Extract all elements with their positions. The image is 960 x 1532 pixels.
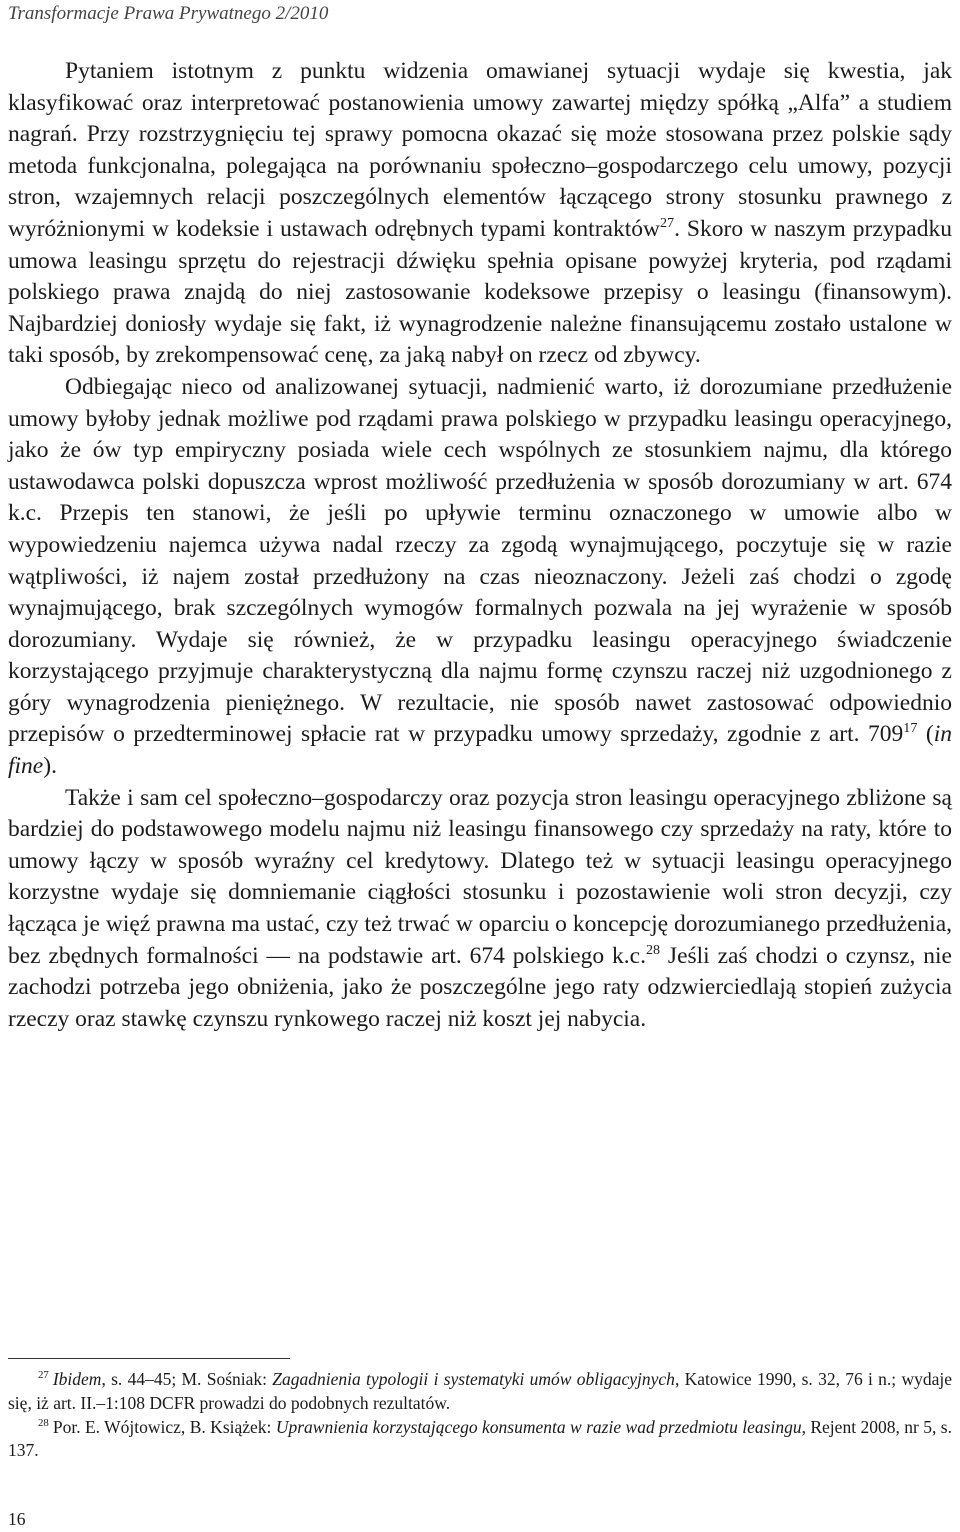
footnotes [8,1368,952,1463]
footnote-27-text-a: , s. 44–45; M. Sośniak: [101,1369,273,1389]
footnote-27-italic-a: Ibidem [52,1369,102,1389]
footnote-28-italic: Uprawnienia korzystającego konsumenta w razie wad przedmiotu leasingu [275,1416,802,1437]
paragraph-2-text-c: ). [43,753,57,780]
footnote-27-number: 27 [38,1369,49,1382]
footnote-ref-27: 27 [659,215,675,232]
footnote-ref-28: 28 [645,941,661,958]
paragraph-3 [8,783,952,1036]
paragraph-1-text-b: . Skoro w naszym przypadku umowa leasingu sprzętu do rejestracji dźwięku spełnia opisane powyżej kryteria, pod rządami polskiego prawa znajdą do niej zastosowanie kodeksowe przepisy o leasingu (finansowym). Najbardziej doniosły wydaje się fakt, iż wynagrodzenie należne finansującemu zostało ustalone w taki sposób, by zrekompensować cenę, za jaką nabył on rzecz od zbywcy. [8,215,952,369]
paragraph-3-text-b: Jeśli zaś chodzi o czynsz, nie zachodzi potrzeba jego obniżenia, jako że poszczególne jego raty odzwierciedlają stopień zużycia rzeczy oraz stawkę czynszu rynkowego raczej niż koszt jej nabycia. [8,942,952,1032]
footnote-separator [8,1358,290,1359]
footnote-27-italic-b: Zagadnienia typologii i systematyki umów obligacyjnych [272,1369,675,1389]
paragraph-2-text-a: Odbiegając nieco od analizowanej sytuacji, nadmienić warto, iż dorozumiane przedłużenie umowy byłoby jednak możliwe pod rządami prawa polskiego w przypadku leasingu operacyjnego, jako że ów typ empiryczny posiada wiele cech wspólnych ze stosunkiem najmu, dla którego ustawodawca polski dopuszcza wprost możliwość przedłużenia w sposób dorozumiany w art. 674 k.c. Przepis ten stanowi, że jeśli po upływie terminu oznaczonego w umowie albo w wypowiedzeniu najemca używa nadal rzeczy za zgodą wynajmującego, poczytuje się w razie wątpliwości, iż najem został przedłużony na czas nieoznaczony. Jeżeli zaś chodzi o zgodę wynajmującego, brak szczególnych wymogów formalnych pozwala na jej wyrażenie w sposób dorozumiany. Wydaje się również, że w przypadku leasingu operacyjnego świadczenie korzystającego przyjmuje charakterystyczną dla najmu formę czynszu raczej niż uzgodnionego z góry wynagrodzenia pieniężnego. W rezultacie, nie sposób nawet zastosować odpowiednio przepisów o przedterminowej spłacie rat w przypadku umowy sprzedaży, zgodnie z art. 709 [8,373,952,748]
body-text [8,56,952,1035]
article-superscript-17: 17 [903,720,918,737]
footnote-28-text-a: Por. E. Wójtowicz, B. Książek: [52,1416,276,1437]
footnote-28-text-b: , Rejent 2008, nr 5, s. 137. [8,1416,952,1461]
page-number: 16 [8,1509,26,1529]
paragraph-2 [8,372,952,783]
paragraph-2-text-b: ( [917,721,934,748]
footnote-28-number: 28 [38,1416,49,1429]
footnote-28 [8,1416,952,1464]
paragraph-3-text-a: Także i sam cel społeczno–gospodarczy oraz pozycja stron leasingu operacyjnego zbliżone są bardziej do podstawowego modelu najmu niż leasingu finansowego czy sprzedaży na raty, które to umowy łączy w sposób wyraźny cel kredytowy. Dlatego też w sytuacji leasingu operacyjnego korzystne wydaje się domniemanie ciągłości stosunku i pozostawienie woli stron decyzji, czy łącząca je więź prawna ma ustać, czy też trwać w oparciu o koncepcję dorozumianego przedłużenia, bez zbędnych formalności — na podstawie art. 674 polskiego k.c. [8,784,952,969]
paragraph-1-text-a: Pytaniem istotnym z punktu widzenia omawianej sytuacji wydaje się kwestia, jak klasyfikować oraz interpretować postanowienia umowy zawartej między spółką „Alfa” a studiem nagrań. Przy rozstrzygnięciu tej sprawy pomocna okazać się może stosowana przez polskie sądy metoda funkcjonalna, polegająca na porównaniu społeczno–gospodarczego celu umowy, pozycji stron, wzajemnych relacji poszczególnych elementów łączącego strony stosunku prawnego z wyróżnionymi w kodeksie i ustawach odrębnych typami kontraktów [8,58,952,242]
running-head: Transformacje Prawa Prywatnego 2/2010 [8,3,329,24]
paragraph-1 [8,56,952,372]
footnote-27-text-b: , Katowice 1990, s. 32, 76 i n.; wydaje się, iż art. II.–1:108 DCFR prowadzi do podobnych rezultatów. [8,1369,952,1413]
footnote-27 [8,1368,952,1416]
paragraph-2-italic: in fine [8,721,952,780]
